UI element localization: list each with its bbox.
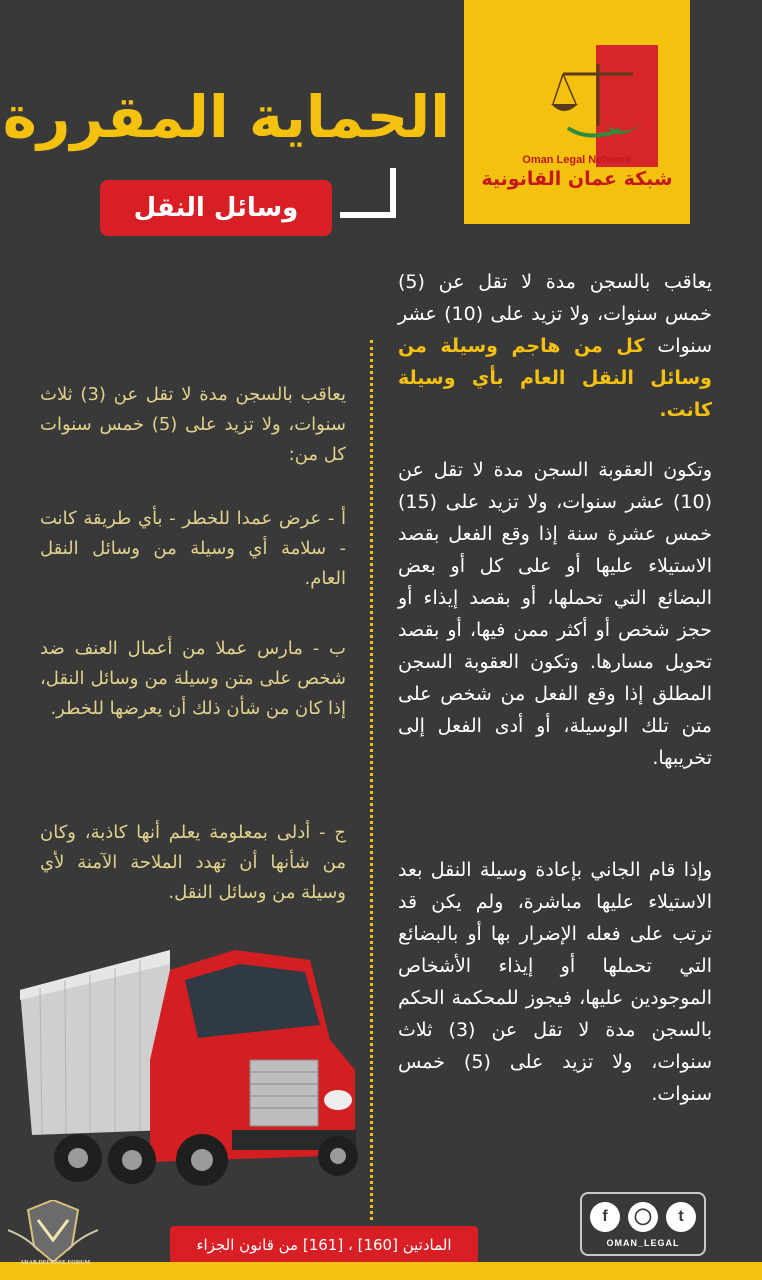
- subtitle-badge: وسائل النقل: [100, 180, 332, 236]
- facebook-icon[interactable]: f: [590, 1202, 620, 1232]
- left-paragraph-c: ج - أدلى بمعلومة يعلم أنها كاذبة، وكان من شأنها أن تهدد الملاحة الآمنة لأي وسيلة من وسائل النقل.: [40, 822, 346, 903]
- left-paragraph-a: أ - عرض عمدا للخطر - بأي طريقة كانت - سلامة أي وسيلة من وسائل النقل العام.: [40, 508, 346, 589]
- right-paragraph-1-highlight: كل من هاجم وسيلة من وسائل النقل العام بأي وسيلة كانت.: [398, 335, 712, 421]
- right-paragraph-1: [398, 266, 712, 426]
- social-handle: OMAN_LEGAL: [606, 1238, 680, 1248]
- logo-name-english: Oman Legal Network: [522, 154, 632, 166]
- twitter-icon[interactable]: t: [666, 1202, 696, 1232]
- social-media-box: [580, 1192, 706, 1256]
- watermark-text: ARAB DEFENSE FORUM: [19, 1260, 91, 1266]
- law-reference-footer: المادتين [160] ، [161] من قانون الجزاء: [170, 1226, 478, 1264]
- bottom-strip: [0, 1262, 762, 1280]
- page-title: الحماية المقررة: [2, 83, 450, 151]
- scales-of-justice-icon: [548, 56, 648, 146]
- right-paragraph-3: وإذا قام الجاني بإعادة وسيلة النقل بعد الاستيلاء عليها مباشرة، ولم يكن قد ترتب على فعله الإضرار بها أو بالبضائع التي تحملها أو إيذاء الأشخاص الموجودين عليها، فيجوز للمحكمة الحكم بالسجن مدة لا تقل عن (3) ثلاث سنوات، ولا تزيد على (5) خمس سنوات.: [398, 859, 713, 1105]
- instagram-icon[interactable]: ◯: [628, 1202, 658, 1232]
- column-divider: [370, 340, 373, 1220]
- truck-image: [20, 950, 360, 1190]
- decorative-bracket: [340, 168, 396, 218]
- left-paragraph-intro: يعاقب بالسجن مدة لا تقل عن (3) ثلاث سنوات، ولا تزيد على (5) خمس سنوات كل من:: [40, 384, 346, 465]
- logo-name-arabic: شبكة عمان القانونية: [481, 168, 673, 190]
- right-paragraph-2: وتكون العقوبة السجن مدة لا تقل عن (10) عشر سنوات، ولا تزيد على (15) خمس عشرة سنة إذا وقع الفعل بقصد الاستيلاء عليها أو على كل أو بعض البضائع التي تحملها، أو بقصد إيذاء أو حجز شخص أو أكثر ممن فيها، أو بقصد تحويل مسارها. وتكون العقوبة السجن المطلق إذا وقع الفعل من شخص على متن تلك الوسيلة، أو أدى الفعل إلى تخريبها.: [398, 459, 712, 769]
- left-paragraph-b: ب - مارس عملا من أعمال العنف ضد شخص على متن وسيلة من وسائل النقل، إذا كان من شأن ذلك أن يعرضها للخطر.: [40, 638, 346, 719]
- right-paragraph-1-text: يعاقب بالسجن مدة لا تقل عن (5) خمس سنوات، ولا تزيد على (10) عشر سنوات: [398, 271, 712, 357]
